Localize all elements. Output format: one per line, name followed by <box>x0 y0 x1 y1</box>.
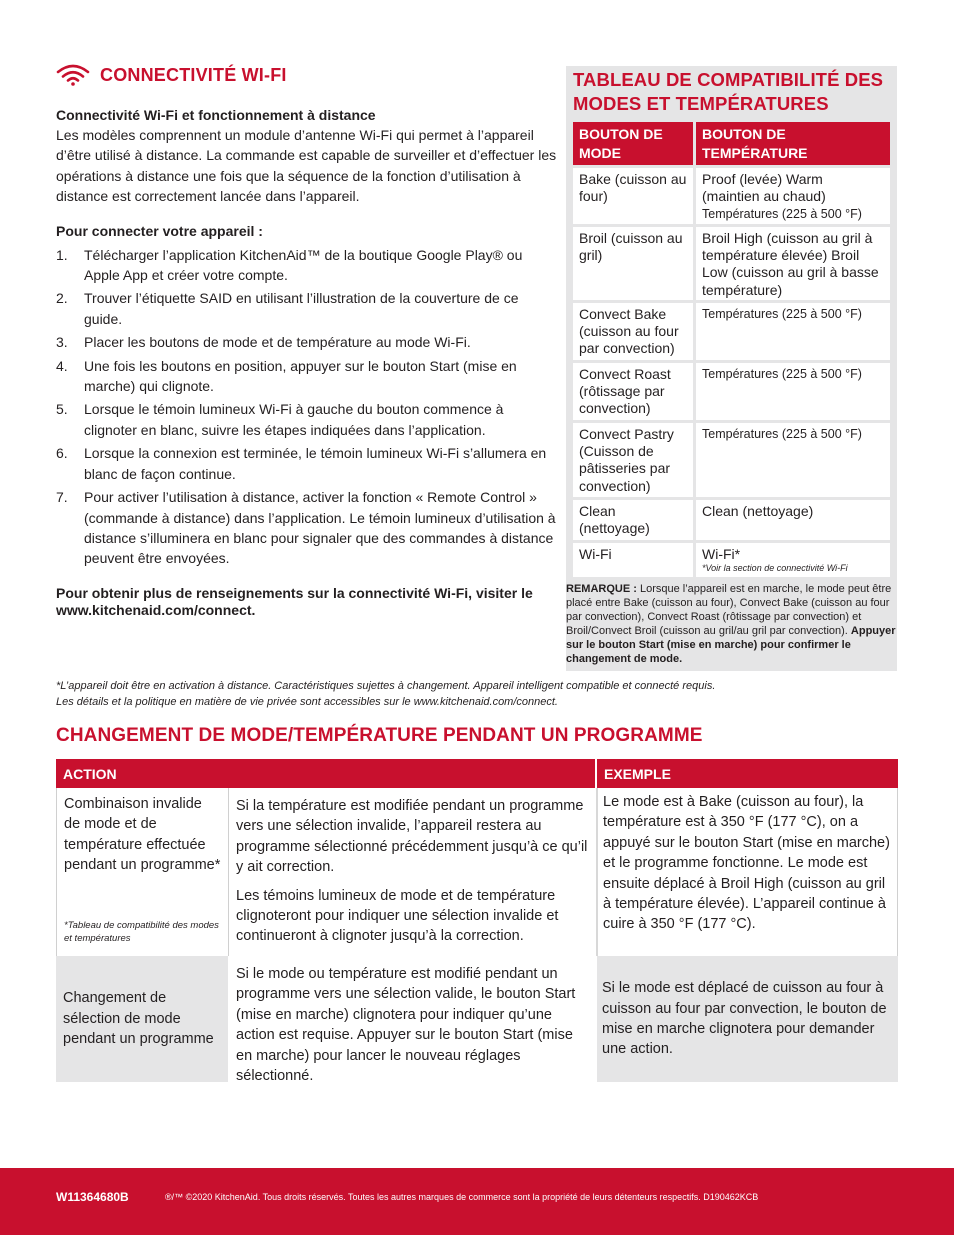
note-label: REMARQUE : <box>566 583 637 595</box>
step-number: 4. <box>56 357 68 374</box>
change-action-text: Combinaison invalide de mode et de température effectuée pendant un programme* <box>64 796 221 874</box>
wifi-section <box>56 60 558 619</box>
step-text: Télécharger l’application KitchenAid™ de la boutique Google Play® ou Apple App et créer votre compte. <box>84 246 523 284</box>
compat-mode: Bake (cuisson au four) <box>573 168 693 224</box>
compat-temp-range: Températures (225 à 500 °F) <box>696 423 890 497</box>
step-item <box>56 288 558 329</box>
compat-title: TABLEAU DE COMPATIBILITÉ DES MODES ET TEMPÉRATURES <box>573 69 884 114</box>
step-text: Placer les boutons de mode et de température au mode Wi-Fi. <box>84 334 471 351</box>
compat-header-row <box>573 122 890 165</box>
header-mode: BOUTON DE MODE <box>573 122 693 165</box>
compat-temp: Clean (nettoyage) <box>696 500 890 540</box>
wifi-header <box>56 60 558 90</box>
change-example: Si le mode est déplacé de cuisson au four à cuisson au four par convection, le bouton de mise en marche clignotera pour demander une action. <box>595 956 898 1082</box>
step-text: Pour activer l’utilisation à distance, activer la fonction « Remote Control » (commande à distance) dans l’application. Le témoin lumineux d’utilisation à distance s’illuminera en blanc pour signaler que des commandes à distance peuvent être envoyées. <box>84 489 556 567</box>
step-number: 2. <box>56 290 68 307</box>
compat-table <box>573 122 890 580</box>
compat-temp-range: Températures (225 à 500 °F) <box>696 363 890 420</box>
change-desc-para: Si la température est modifiée pendant un programme vers une sélection invalide, l’appareil restera au programme sélectionné précédemment jusqu’à ce qu’il y ait correction. <box>236 798 588 876</box>
compat-row <box>573 500 890 540</box>
compat-mode: Wi-Fi <box>573 543 693 577</box>
step-text: Trouver l’étiquette SAID en utilisant l’illustration de la couverture de ce guide. <box>84 290 519 327</box>
compat-mode: Convect Roast (rôtissage par convection) <box>573 363 693 420</box>
change-row <box>56 788 898 956</box>
step-number: 7. <box>56 489 68 506</box>
step-number: 1. <box>56 246 68 263</box>
step-number: 6. <box>56 445 68 462</box>
compat-temp <box>696 168 890 224</box>
compat-row <box>573 303 890 360</box>
change-example: Le mode est à Bake (cuisson au four), la température est à 350 °F (177 °C), on a appuyé sur le bouton Start (mise en marche) et le programme fonctionne. Le mode est ensuite déplacé à Broil High (cuisson au gril à température élevée). L’appareil continue à cuire à 350 °F (177 °C). <box>596 788 897 956</box>
note-text: Lorsque l’appareil est en marche, le mode peut être placé entre Bake (cuisson au four), Convect Bake (cuisson au four par convection), Convect Roast (rôtissage par convection) et Broil/Convect Broil (cuisson au gril/au gril par convection). <box>566 583 892 637</box>
change-table <box>56 759 898 1085</box>
compat-row <box>573 168 890 224</box>
header-example: EXEMPLE <box>597 759 898 788</box>
step-item <box>56 245 558 286</box>
compat-row <box>573 423 890 497</box>
compat-temp <box>696 543 890 577</box>
change-title: CHANGEMENT DE MODE/TEMPÉRATURE PENDANT UN PROGRAMME <box>56 725 703 746</box>
change-row <box>56 956 898 1085</box>
change-description <box>229 788 596 956</box>
step-item <box>56 443 558 484</box>
note-bold: Appuyer sur le bouton Start (mise en marche) pour confirmer le changement de mode. <box>566 624 896 665</box>
compat-note <box>566 583 897 666</box>
compat-row <box>573 543 890 577</box>
compat-row <box>573 227 890 300</box>
compat-row <box>573 363 890 420</box>
change-action-note: *Tableau de compatibilité des modes et températures <box>64 920 219 944</box>
wifi-icon <box>56 64 90 86</box>
connect-title: Pour connecter votre appareil : <box>56 222 263 239</box>
change-desc-para: Les témoins lumineux de mode et de température clignoteront pour indiquer une sélection invalide et continueront à clignoter jusqu’à la correction. <box>236 887 559 945</box>
compat-mode: Clean (nettoyage) <box>573 500 693 540</box>
compat-mode: Convect Bake (cuisson au four par convection) <box>573 303 693 360</box>
change-action <box>57 788 229 956</box>
wifi-intro: Les modèles comprennent un module d’antenne Wi-Fi qui permet à l’appareil d’être utilisé à distance. La commande est capable de surveiller et d’effectuer les opérations à distance une fois que la séquence de la fonction d’utilisation à distance est correctement lancée dans l’appareil. <box>56 127 557 205</box>
header-temp: BOUTON DE TEMPÉRATURE <box>696 122 890 165</box>
step-number: 3. <box>56 334 68 351</box>
footnote-line-2: Les détails et la politique en matière de vie privée sont accessibles sur le www.kitchenaid.com/connect. <box>56 695 558 708</box>
compat-temp-range: Températures (225 à 500 °F) <box>696 303 890 360</box>
wifi-subtitle: Connectivité Wi-Fi et fonctionnement à distance <box>56 107 376 123</box>
footer <box>0 1168 954 1235</box>
compat-mode: Convect Pastry (Cuisson de pâtisseries par convection) <box>573 423 693 497</box>
compat-temp: Broil High (cuisson au gril à température élevée) Broil Low (cuisson au gril à basse température) <box>696 227 890 300</box>
change-header-row <box>56 759 898 788</box>
more-info: Pour obtenir plus de renseignements sur la connectivité Wi-Fi, visiter le www.kitchenaid.com/connect. <box>56 584 533 618</box>
step-number: 5. <box>56 401 68 418</box>
compat-temp-text: Wi-Fi* <box>702 546 741 562</box>
footnote-line-1: *L’appareil doit être en activation à distance. Caractéristiques sujettes à changement. Appareil intelligent compatible et connecté requis. <box>56 680 716 692</box>
step-item <box>56 332 558 352</box>
wifi-title: CONNECTIVITÉ WI-FI <box>100 64 287 85</box>
compat-mode: Broil (cuisson au gril) <box>573 227 693 300</box>
footnote <box>56 679 898 710</box>
step-item <box>56 399 558 440</box>
compat-temp-text: Proof (levée) Warm (maintien au chaud) <box>702 171 826 205</box>
step-text: Une fois les boutons en position, appuyer sur le bouton Start (mise en marche) qui clignote. <box>84 357 517 395</box>
copyright: ®/™ ©2020 KitchenAid. Tous droits réservés. Toutes les autres marques de commerce sont la propriété de leurs détenteurs respectifs. D190462KCB <box>165 1192 759 1202</box>
compat-panel <box>566 66 897 671</box>
compat-temp-range: Températures (225 à 500 °F) <box>702 207 862 222</box>
change-action: Changement de sélection de mode pendant un programme <box>63 990 214 1048</box>
step-text: Lorsque la connexion est terminée, le témoin lumineux Wi-Fi s’allumera en blanc de façon continue. <box>84 445 547 482</box>
compat-temp-note: *Voir la section de connectivité Wi-Fi <box>702 563 848 574</box>
steps-list <box>56 245 558 569</box>
step-item <box>56 356 558 397</box>
header-action: ACTION <box>56 759 595 788</box>
change-description: Si le mode ou température est modifié pendant un programme vers une sélection valide, le bouton Start (mise en marche) clignotera pour indiquer qu’une action est requise. Appuyer sur le bouton Start (mise en marche) pour lancer le nouveau réglages sélectionné. <box>228 956 595 1082</box>
step-text: Lorsque le témoin lumineux Wi-Fi à gauche du bouton commence à clignoter en blanc, suivre les étapes indiquées dans l’application. <box>84 401 504 438</box>
step-item <box>56 487 558 569</box>
doc-code: W11364680B <box>56 1190 129 1204</box>
